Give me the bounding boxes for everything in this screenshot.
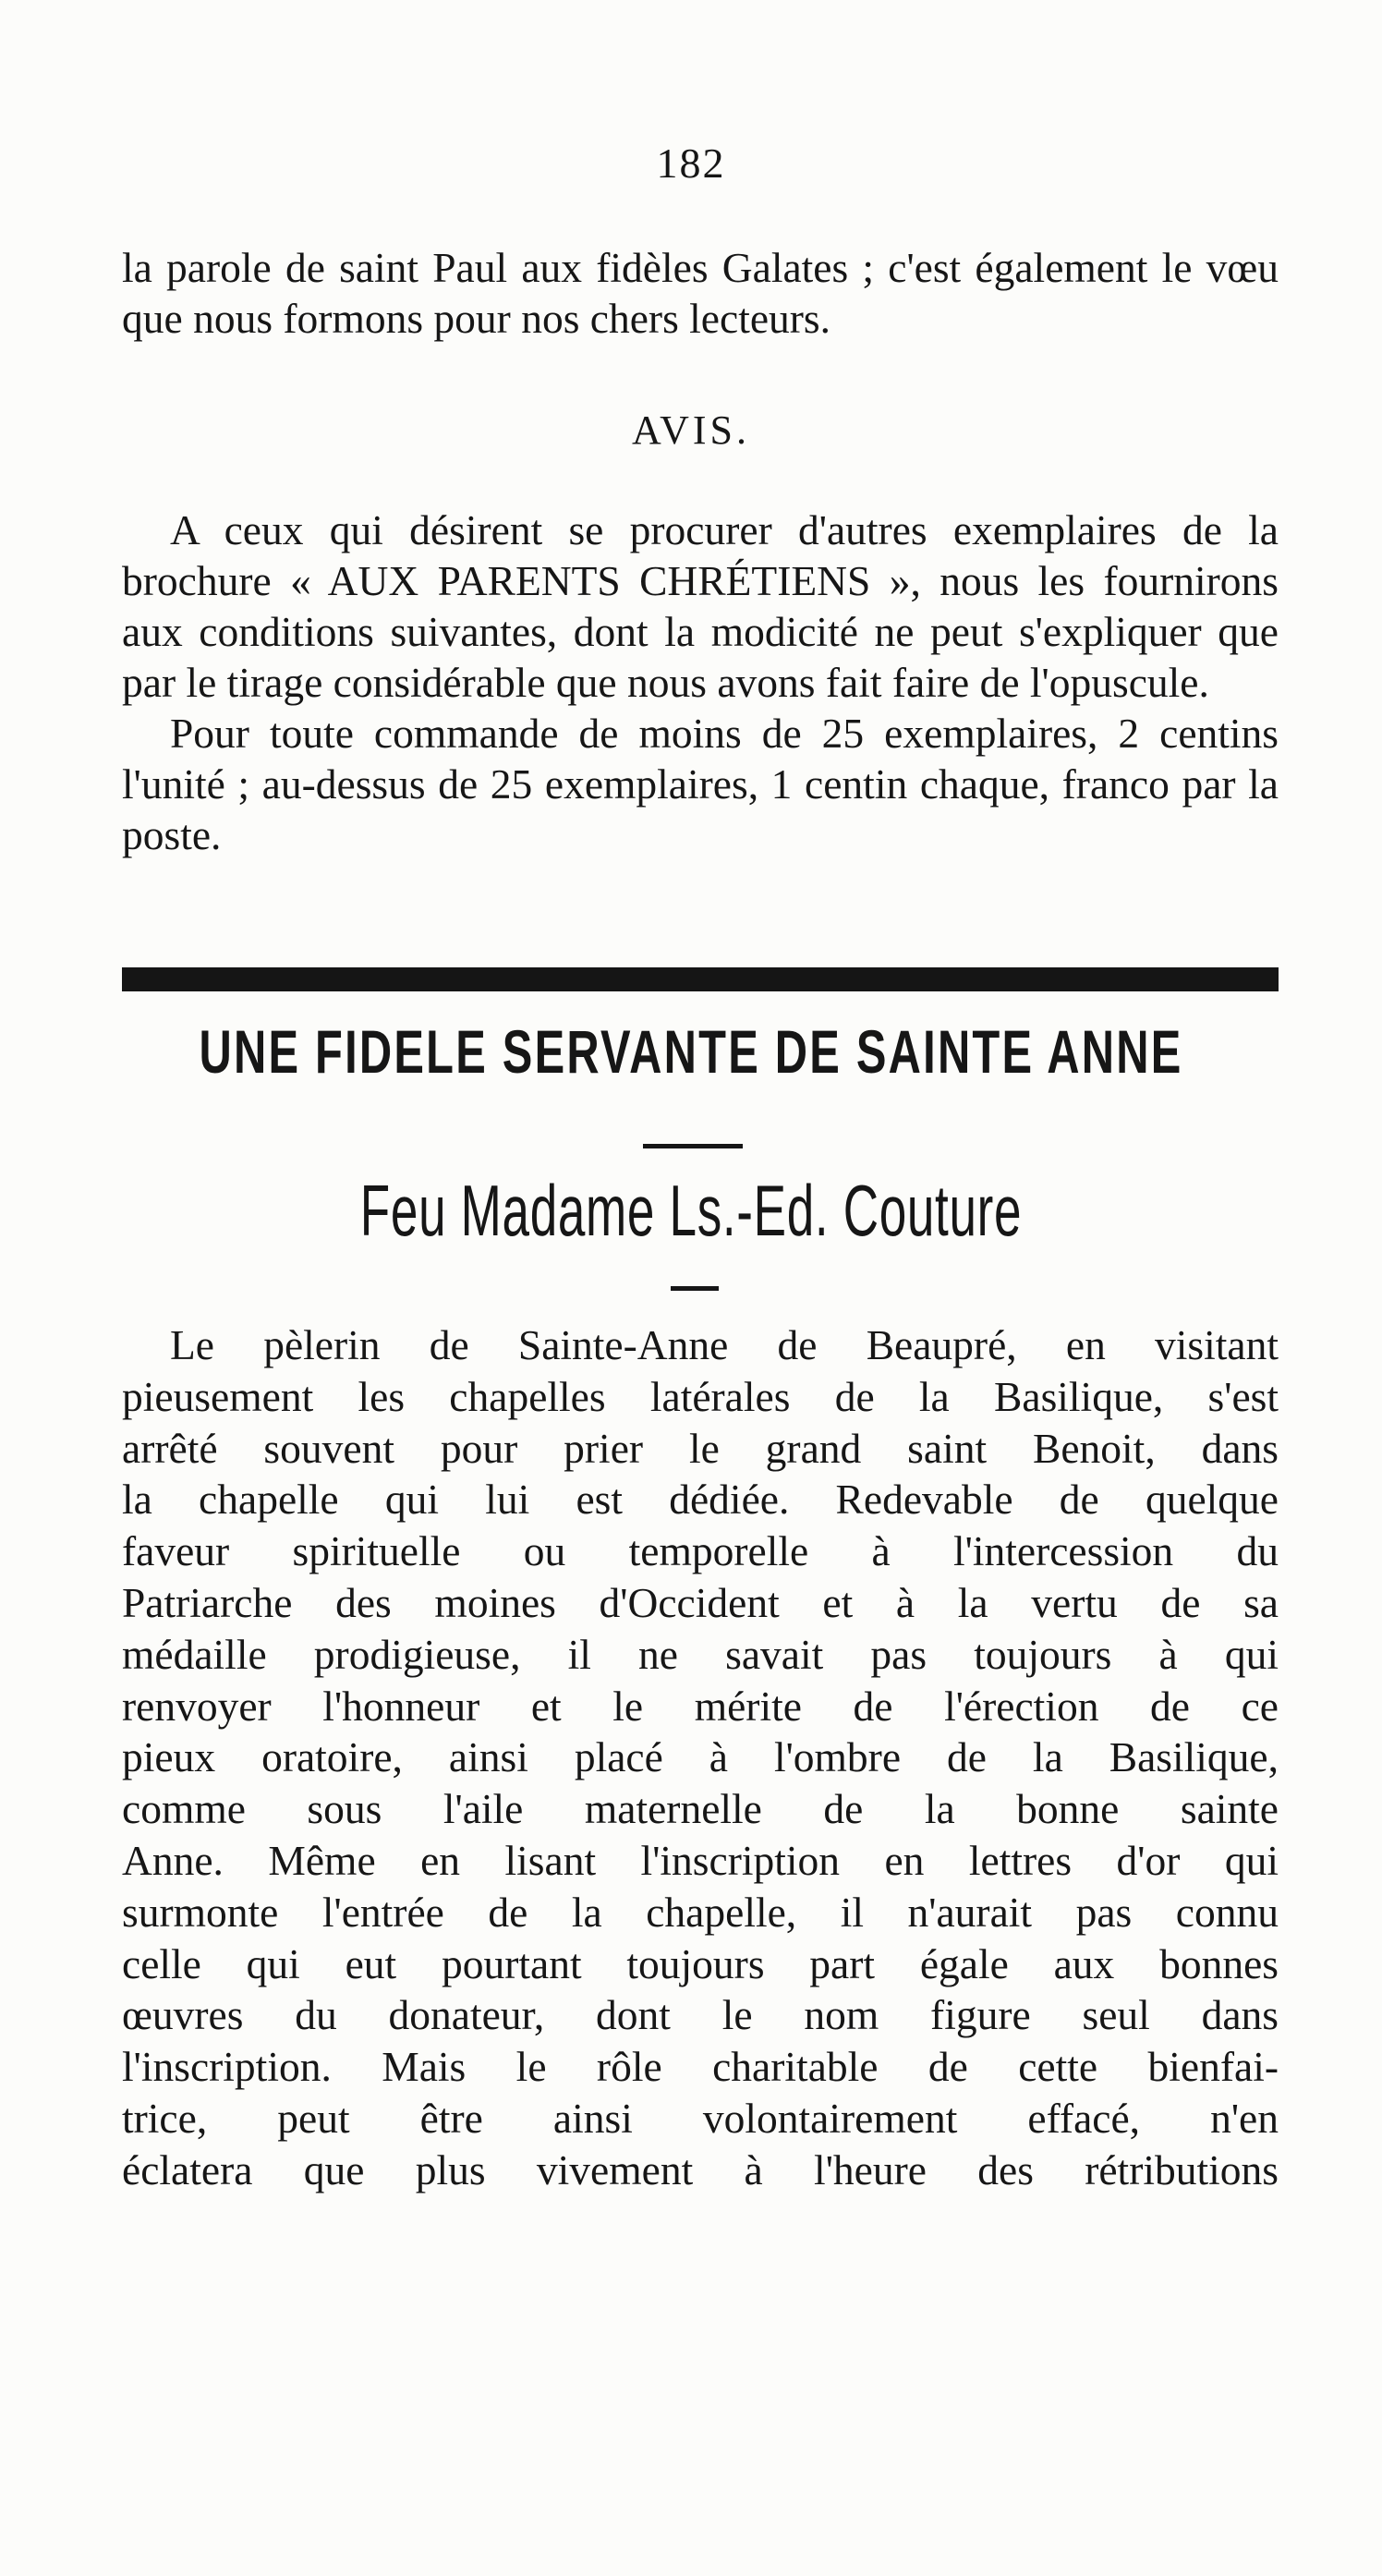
article-line: comme sous l'aile maternelle de la bonne sainte [122, 1785, 1279, 1833]
article-line: la chapelle qui lui est dédiée. Redevable de quelque [122, 1476, 1279, 1524]
article-line: pieux oratoire, ainsi placé à l'ombre de la Basilique, [122, 1733, 1279, 1781]
article-line: faveur spirituelle ou temporelle à l'intercession du [122, 1527, 1279, 1575]
article-line: pieusement les chapelles latérales de la Basilique, s'est [122, 1372, 1279, 1420]
article-line: renvoyer l'honneur et le mérite de l'érection de ce [122, 1682, 1279, 1730]
avis-paragraph-2: Pour toute commande de moins de 25 exemplaires, 2 centins l'unité ; au-dessus de 25 exemplaires, 1 centin chaque, franco par la poste. [122, 710, 1279, 858]
article-body [122, 1319, 1279, 2196]
article-line: Patriarche des moines d'Occident et à la vertu de sa [122, 1578, 1279, 1626]
article-subtitle: Feu Madame Ls.-Ed. Couture [359, 1170, 1023, 1251]
article-line: celle qui eut pourtant toujours part égale aux bonnes [122, 1939, 1279, 1987]
article-line: arrêté souvent pour prier le grand saint Benoit, dans [122, 1424, 1279, 1472]
article-line: Anne. Même en lisant l'inscription en lettres d'or qui [122, 1836, 1279, 1884]
title-divider-rule [643, 1144, 743, 1148]
article-line: trice, peut être ainsi volontairement effacé, n'en [122, 2094, 1279, 2142]
article-title: UNE FIDELE SERVANTE DE SAINTE ANNE [199, 1017, 1183, 1086]
section-divider-rule [122, 967, 1279, 991]
avis-heading: AVIS. [631, 407, 750, 453]
article-line: œuvres du donateur, dont le nom figure seul dans [122, 1991, 1279, 2039]
subtitle-divider-rule [671, 1286, 719, 1291]
article-line: éclatera que plus vivement à l'heure des rétributions [122, 2145, 1279, 2193]
avis-paragraph-1: A ceux qui désirent se procurer d'autres exemplaires de la brochure « AUX PARENTS CHRÉTIENS », nous les fournirons aux conditions suivantes, dont la modicité ne peut s'expliquer que par le tirage considérable que nous avons fait faire de l'opuscule. [122, 506, 1279, 706]
page-number: 182 [656, 140, 726, 187]
intro-paragraph-block [122, 242, 1279, 344]
article-line: Le pèlerin de Sainte-Anne de Beaupré, en visitant [170, 1321, 1279, 1368]
avis-notice [122, 504, 1279, 860]
article-line: surmonte l'entrée de la chapelle, il n'aurait pas connu [122, 1888, 1279, 1936]
article-line: l'inscription. Mais le rôle charitable de cette bienfai- [122, 2043, 1279, 2091]
intro-paragraph: la parole de saint Paul aux fidèles Galates ; c'est également le vœu que nous formons pour nos chers lecteurs. [122, 244, 1279, 342]
article-line: médaille prodigieuse, il ne savait pas toujours à qui [122, 1630, 1279, 1678]
